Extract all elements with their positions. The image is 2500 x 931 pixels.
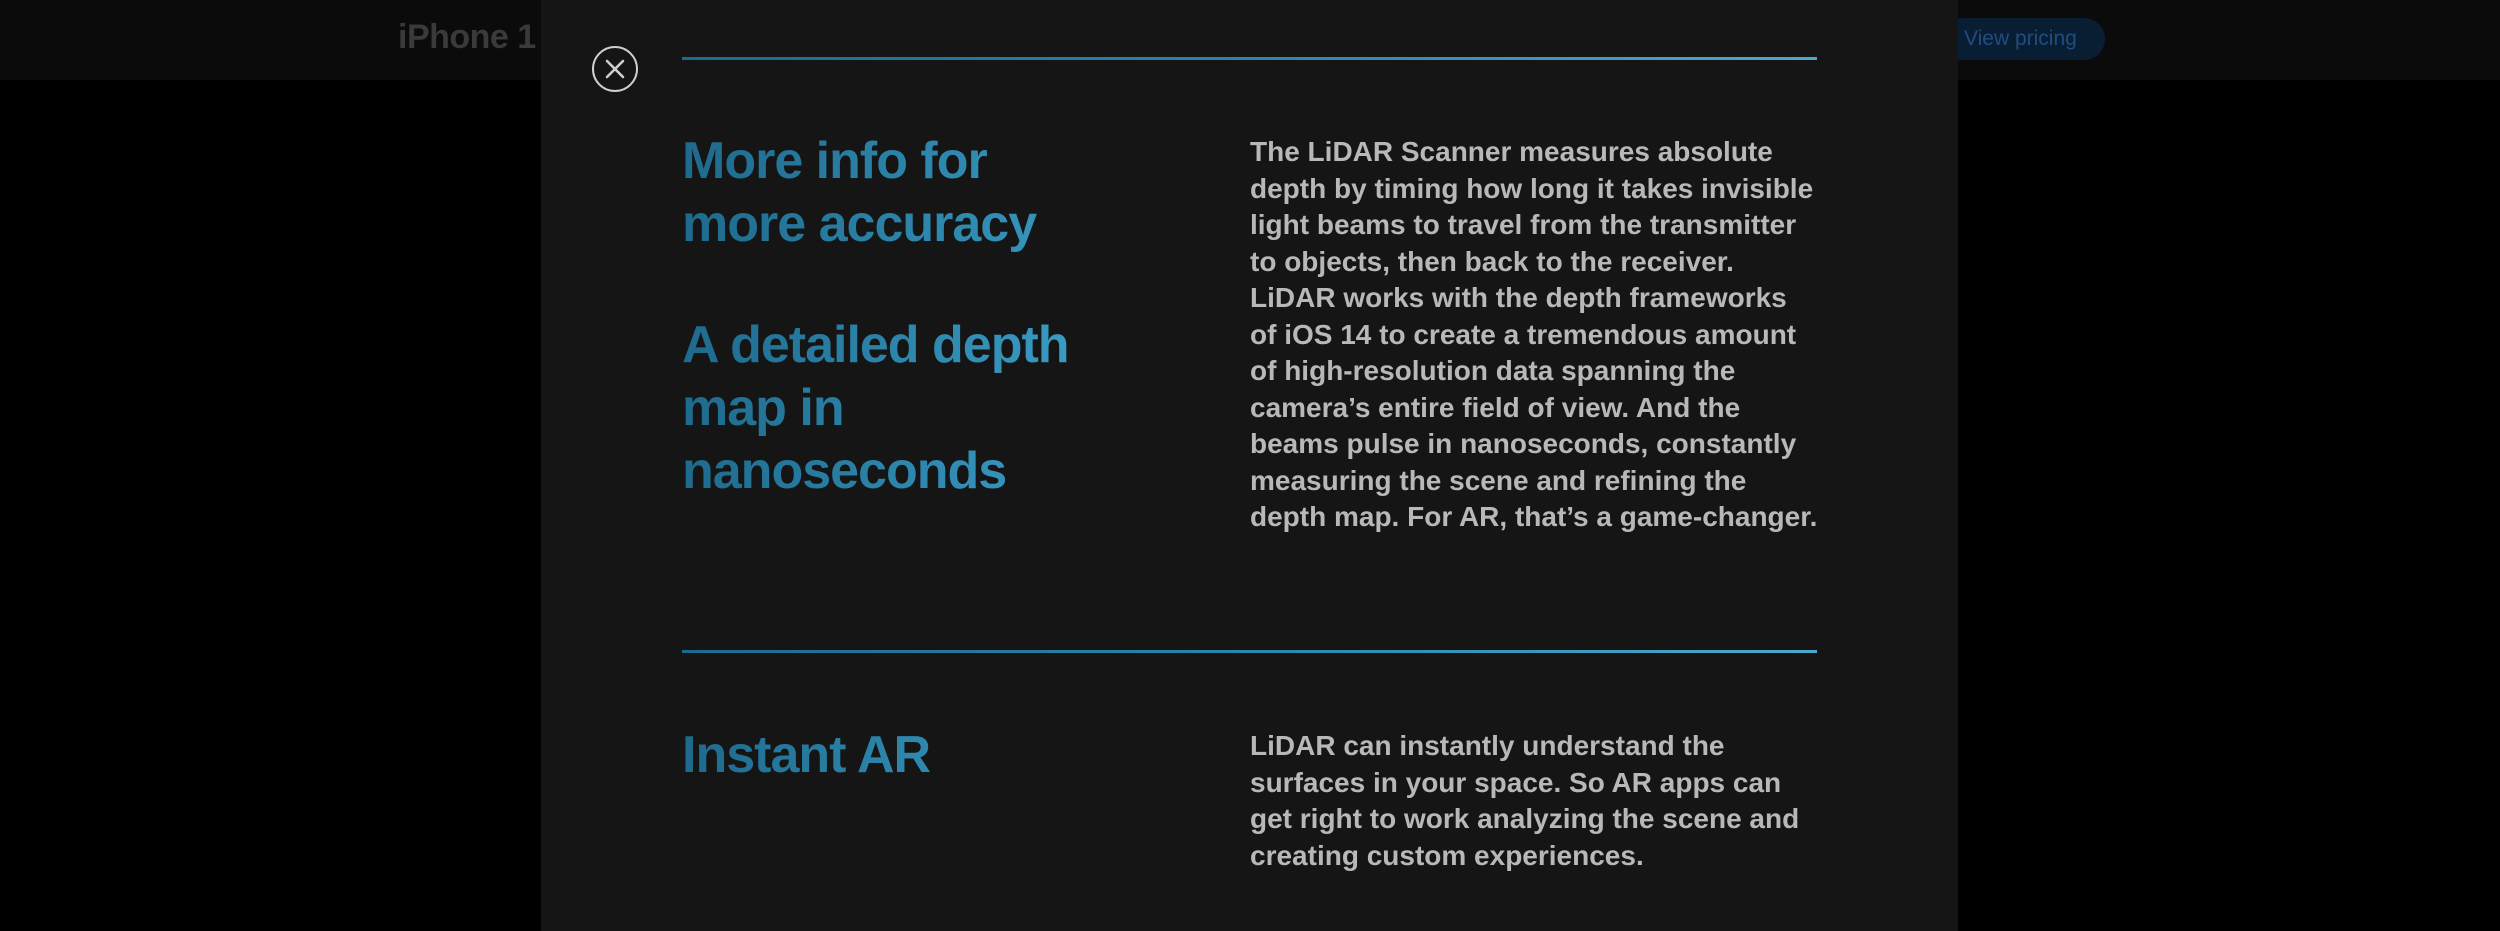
background-product-title: iPhone 1: [398, 18, 536, 56]
section-heading-accuracy: More info for more accuracy: [682, 130, 1122, 256]
section-body-instant-ar: LiDAR can instantly understand the surfaces in your space. So AR apps can get right to work analyzing the scene and creating custom experiences.: [1250, 730, 1800, 871]
section-body-lidar: The LiDAR Scanner measures absolute depth by timing how long it takes invisible light beams to travel from the transmitter to objects, then back to the receiver. LiDAR works with the depth frameworks of iOS 14 to create a tremendous amount of high-resolution data spanning the camera’s entire field of view. And the beams pulse in nanoseconds, constantly measuring the scene and refining the depth map. For AR, that’s a game-changer.: [1250, 136, 1818, 532]
close-icon: [604, 58, 626, 80]
section-heading-instant-ar: Instant AR: [682, 724, 1082, 787]
section-divider: [682, 57, 1817, 60]
section-heading-depth-map: A detailed depth map in nanoseconds: [682, 314, 1082, 503]
close-button[interactable]: [592, 46, 638, 92]
view-pricing-button[interactable]: View pricing: [1940, 18, 2105, 60]
section-divider: [682, 650, 1817, 653]
